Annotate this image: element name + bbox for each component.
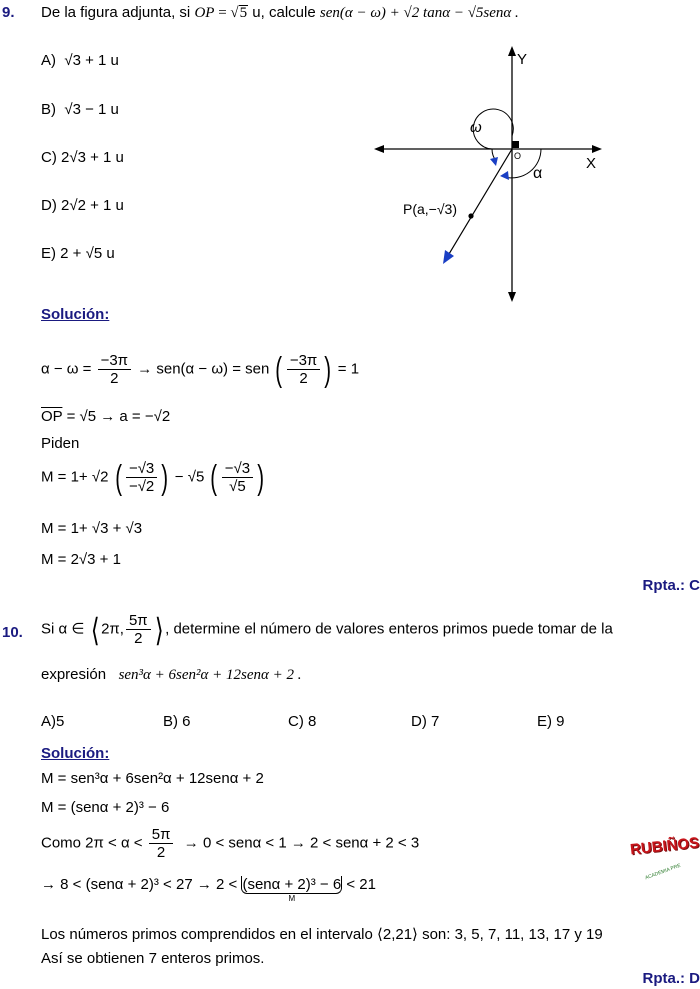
alpha-label: α: [533, 165, 543, 182]
q9-intro: De la figura adjunta, si: [41, 4, 191, 21]
denominator: 2: [134, 630, 143, 647]
q10-answer: Rpta.: D: [642, 970, 700, 987]
q10-line2-text: expresión: [41, 666, 107, 683]
q9-l1-part: α − ω =: [41, 360, 92, 378]
numerator: −3π: [98, 352, 131, 370]
q10-solution-line-1: M = sen³α + 6sen²α + 12senα + 2: [41, 770, 264, 787]
q10-solution-line-2: M = (senα + 2)³ − 6: [41, 799, 170, 816]
option-value: 5: [56, 713, 65, 730]
q9-option-d: [41, 197, 124, 214]
option-letter: D): [41, 197, 57, 214]
point-p: [468, 213, 473, 218]
q10-solution-line-5: Los números primos comprendidos en el intervalo ⟨2,21⟩ son: 3, 5, 7, 11, 13, 17 y 19: [41, 926, 603, 943]
numerator: −√3: [126, 460, 157, 478]
question-10-line-2: [41, 666, 302, 684]
option-letter: A): [41, 52, 56, 69]
denominator: 2: [299, 370, 308, 387]
question-10-line-1: Si α ∈ ⟨ 2π, $\frac{5\pi}{2}$ ⟩ , determine el número de valores enteros primos puede tomar de la: [41, 611, 613, 648]
y-axis-label: Y: [517, 51, 528, 68]
fraction: [287, 352, 320, 387]
option-value: 8: [308, 713, 317, 730]
option-value: 9: [556, 713, 565, 730]
option-letter: B): [41, 101, 56, 118]
option-value: √3 − 1 u: [64, 101, 119, 118]
logo-subtext: ACADEMIA PRE: [644, 862, 682, 882]
q9-option-e: [41, 245, 115, 262]
q9-option-a: [41, 52, 119, 69]
fraction: [98, 352, 131, 387]
x-axis-arrow-right: [592, 145, 602, 153]
q10-expression: sen³α + 6sen²α + 12senα + 2 .: [118, 667, 302, 683]
underbrace-label: M: [288, 894, 296, 903]
option-value: 6: [182, 713, 191, 730]
q9-expression: sen(α − ω) + √2 tanα − √5senα .: [319, 5, 519, 21]
q10-intro-rest: , determine el número de valores enteros primos puede tomar de la: [165, 620, 613, 638]
q9-solution-line-2: [41, 408, 170, 425]
option-letter: C): [288, 713, 304, 730]
q9-solution-line-4: M = 1+ √2 ( $\frac{-√3}{-√2}$ ) − √5 ( $\frac{-√3}{√5}$ ): [41, 458, 265, 497]
numerator: −√3: [222, 460, 253, 478]
op-overlined: $\overline{OP}$: [41, 408, 63, 425]
q9-solution-line-6: M = 2√3 + 1: [41, 551, 121, 568]
q10-solution-line-3: [41, 826, 419, 861]
logo-text: RUBIÑOS: [629, 834, 700, 859]
q10-s3-part: → 0 < senα < 1 → 2 < senα + 2 < 3: [183, 834, 420, 852]
y-axis-arrow-up: [508, 46, 516, 56]
numerator: −3π: [287, 352, 320, 370]
origin-square: [512, 141, 519, 148]
q10-s4-part: < 21: [346, 876, 376, 893]
underbrace-expression: (senα + 2)³ − 6: [242, 876, 342, 893]
q9-unit-text: u, calcule: [248, 4, 316, 21]
q10-s3-part: Como 2π < α <: [41, 834, 143, 852]
q10-solution-line-4: [41, 876, 376, 903]
fraction: [126, 460, 157, 495]
q9-solution-line-5: M = 1+ √3 + √3: [41, 520, 143, 537]
q10-intro: Si α ∈: [41, 620, 85, 638]
q10-solution-line-6: Así se obtienen 7 enteros primos.: [41, 950, 265, 967]
fraction: [126, 612, 151, 647]
q10-option-e: [537, 713, 565, 730]
denominator: 2: [156, 844, 166, 861]
rubinos-logo: [629, 834, 700, 886]
q10-solution-label: Solución:: [41, 745, 110, 762]
fraction: [149, 826, 174, 861]
q10-option-b: [163, 713, 191, 730]
question-9-statement: De la figura adjunta, si OP = √5 u, calcule sen(α − ω) + √2 tanα − √5senα .: [41, 4, 519, 21]
q9-l4-part: M = 1+ √2: [41, 468, 109, 486]
numerator: 5π: [149, 826, 174, 844]
q10-option-c: [288, 713, 316, 730]
q9-solution-label: Solución:: [41, 306, 110, 323]
option-letter: C): [41, 149, 57, 166]
q10-interval-start: 2π,: [101, 620, 124, 638]
q9-solution-line-3: Piden: [41, 435, 80, 452]
numerator: 5π: [126, 612, 151, 630]
omega-label: ω: [470, 119, 482, 136]
question-9-number: 9.: [2, 4, 15, 21]
underbrace-group: [241, 876, 342, 903]
origin-label: O: [514, 151, 522, 161]
option-letter: E): [41, 245, 56, 262]
x-axis-arrow-left: [374, 145, 384, 153]
q10-s4-part: → 8 < (senα + 2)³ < 27 → 2 <: [41, 876, 238, 893]
x-axis-label: X: [586, 155, 597, 172]
option-value: 2 + √5 u: [60, 245, 115, 262]
q9-option-c: [41, 149, 124, 166]
q9-op-lhs: OP: [194, 5, 215, 21]
alpha-arc-arrow: [500, 171, 509, 180]
q9-l4-part: − √5: [174, 468, 205, 486]
omega-arc-arrow: [490, 157, 498, 166]
ray-arrow-end: [443, 250, 454, 264]
denominator: −√2: [128, 478, 155, 495]
option-letter: A): [41, 713, 56, 730]
option-letter: B): [163, 713, 178, 730]
q9-op-eq: =: [214, 5, 231, 21]
option-value: 7: [431, 713, 440, 730]
option-letter: E): [537, 713, 552, 730]
question-10-number: 10.: [2, 624, 23, 641]
fraction: [222, 460, 253, 495]
denominator: 2: [110, 370, 119, 387]
point-p-label: P(a,−√3): [403, 201, 457, 217]
y-axis-arrow-down: [508, 292, 516, 302]
q9-solution-line-1: α − ω = $\frac{-3\pi}{2}$ → sen(α − ω) = sen ( $\frac{-3\pi}{2}$ ) = 1: [41, 350, 360, 389]
option-value: 2√3 + 1 u: [61, 149, 124, 166]
denominator: √5: [229, 478, 246, 495]
q9-l1-part: → sen(α − ω) = sen: [137, 360, 270, 378]
q9-option-b: [41, 101, 119, 118]
option-letter: D): [411, 713, 427, 730]
q9-answer: Rpta.: C: [642, 577, 700, 594]
q9-coordinate-figure: [370, 40, 610, 305]
q9-l1-part: = 1: [337, 360, 360, 378]
q10-option-a: [41, 713, 64, 730]
option-value: 2√2 + 1 u: [61, 197, 124, 214]
option-value: √3 + 1 u: [64, 52, 119, 69]
q10-option-d: [411, 713, 439, 730]
q9-l2-part: = √5 → a = −√2: [62, 408, 171, 425]
q9-op-val: 5: [239, 5, 248, 21]
